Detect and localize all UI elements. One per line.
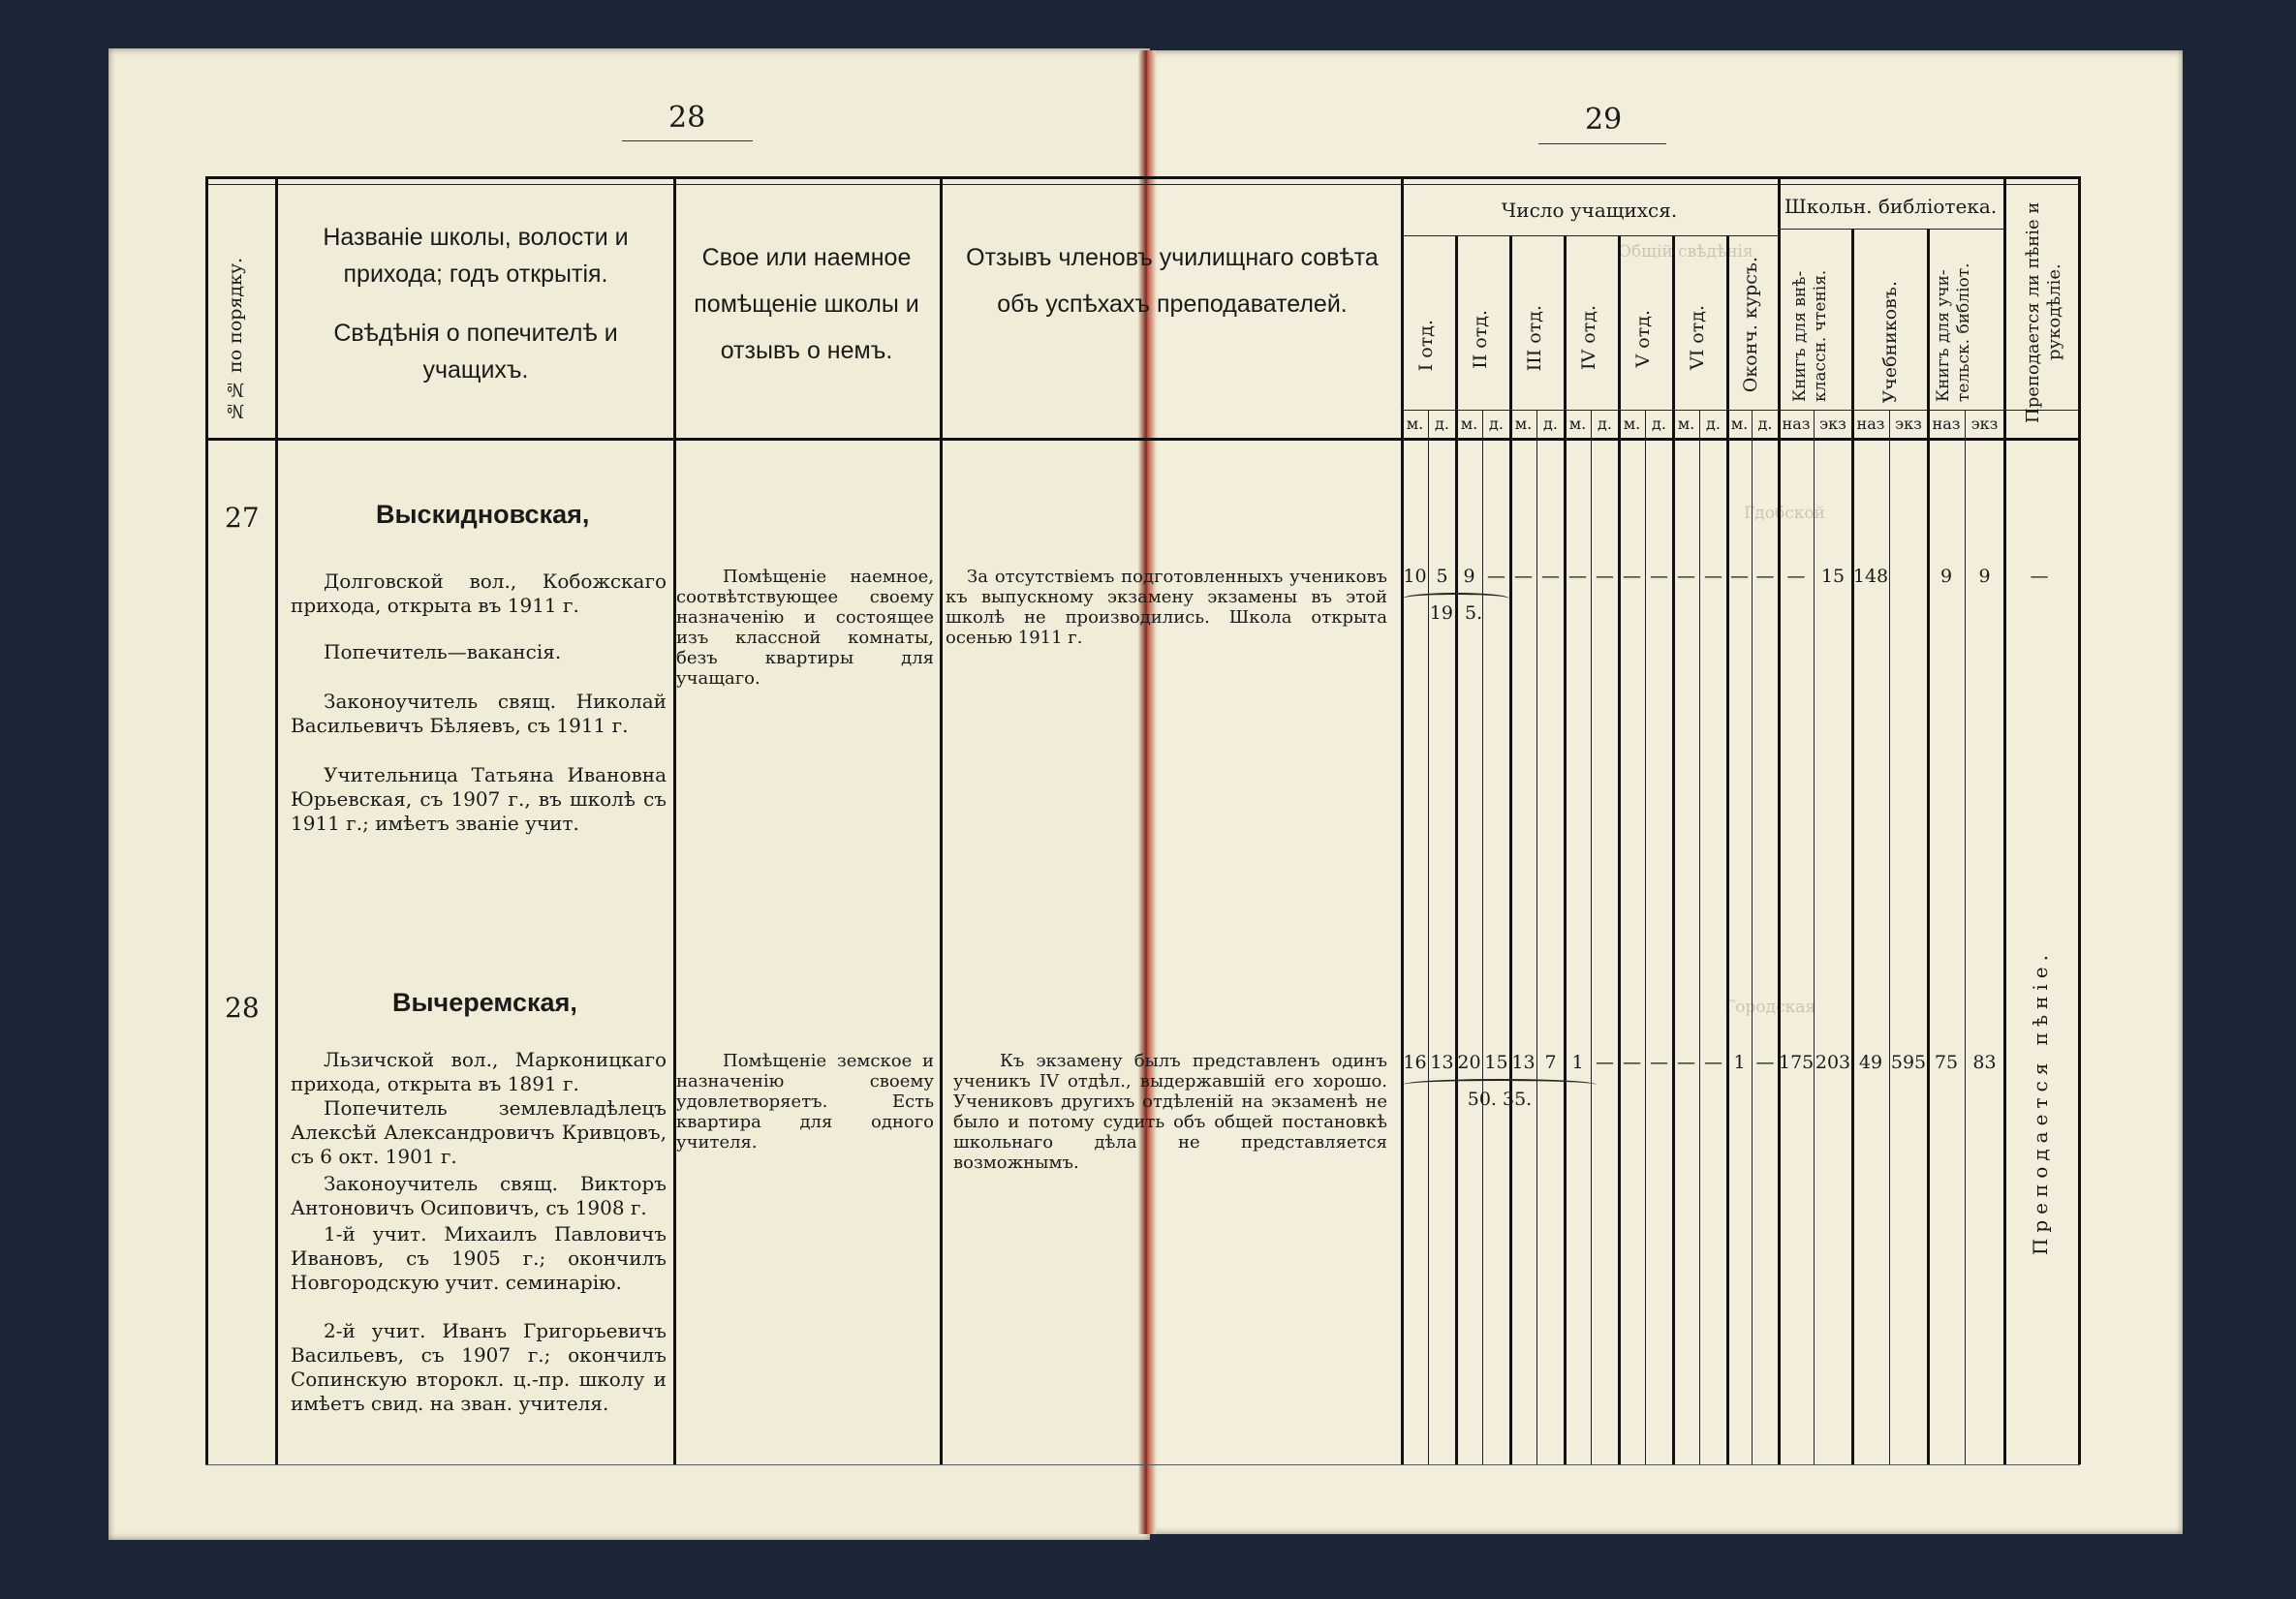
students-iii-girls: 7 [1544,1052,1557,1073]
students-vi-boys: — [1677,1052,1695,1073]
school-catechist: Законоучитель свящ. Викторъ Антоновичъ Осиповичъ, съ 1908 г. [291,1172,667,1219]
header-col-students: Число учащихся. [1501,199,1678,222]
lib-sub-label: экз [1970,415,1999,433]
page-number-left: 28 [668,101,706,135]
library-value: 148 [1852,566,1889,587]
library-value: 203 [1815,1052,1851,1073]
singing-value: Преподается пѣніе. [2029,949,2052,1256]
students-iv-girls: — [1596,1052,1614,1073]
page-number-rule [622,140,753,141]
female-label: д. [1706,415,1721,433]
library-header-rule [1778,229,2003,230]
header-col-council: Отзывъ членовъ училищнаго совѣта объ успѣхахъ преподавателей. [966,244,1379,318]
lib-sub-label: экз [1895,415,1922,433]
students-total: 50. 35. [1467,1089,1533,1110]
bleed-through: Городская [1724,998,1816,1017]
school-trustee: Попечитель землевладѣлецъ Алексѣй Александровичъ Кривцовъ, съ 6 окт. 1901 г. [291,1096,667,1168]
students-grad-boys: 1 [1733,1052,1746,1073]
column-line [205,176,208,1464]
students-vi-girls: — [1704,1052,1722,1073]
class-label: I отд. [1415,320,1437,372]
male-label: м. [1730,415,1749,433]
header-col-name-2: Свѣдѣнія о попечителѣ и учащихъ. [333,320,618,384]
class-label: V отд. [1632,310,1654,368]
school-catechist: Законоучитель свящ. Николай Васильевичъ Бѣляевъ, съ 1911 г. [291,690,667,737]
students-v-girls: — [1650,566,1668,587]
students-vi-girls: — [1704,566,1722,587]
female-label: д. [1757,415,1773,433]
students-grad-girls: — [1755,1052,1775,1073]
lib-sub-label: наз [1932,415,1961,433]
school-teacher-2: 2-й учит. Иванъ Григорьевичъ Васильевъ, съ 1907 г.; окончилъ Сопинскую второкл. ц.-пр. школу и имѣетъ свид. на зван. учителя. [291,1319,667,1415]
students-vi-boys: — [1677,566,1695,587]
lib-sub-label: наз [1782,415,1811,433]
table-top-border-inner [205,184,2080,185]
lib-sub-label: наз [1856,415,1885,433]
class-label: III отд. [1524,305,1545,372]
premises-review: Помѣщеніе наемное, соотвѣтствующее своему назначенію и состоящее изъ классной комнаты, безъ квартиры для учащаго. [676,567,934,689]
school-teacher: Учительница Татьяна Ивановна Юрьевская, съ 1907 г., въ школѣ съ 1911 г.; имѣетъ званіе учит. [291,763,667,835]
council-review: За отсутствіемъ подготовленныхъ учениковъ къ выпускному экзамену экзамены въ этой школѣ не производились. Школа открыта осенью 1911 г. [946,567,1387,648]
library-value: 595 [1890,1052,1927,1073]
students-i-boys: 16 [1403,1052,1427,1073]
students-iv-girls: — [1596,566,1614,587]
students-grad-girls: — [1755,566,1775,587]
students-ii-boys: 9 [1463,566,1475,587]
students-i-girls: 13 [1430,1052,1454,1073]
school-location: Долговской вол., Кобожскаго прихода, открыта въ 1911 г. [291,569,667,617]
class-label: Оконч. курсъ. [1740,257,1761,393]
library-value: 175 [1779,1052,1815,1073]
students-ii-boys: 20 [1457,1052,1481,1073]
council-review: Къ экзамену былъ представленъ одинъ ученикъ IV отдѣл., выдержавшій его хорошо. Учениковъ другихъ отдѣленій на экзаменѣ не было и потому судить объ общей постановкѣ школьнаго дѣла не представляется возможнымъ. [953,1051,1387,1173]
library-label: Учебниковъ. [1879,281,1901,404]
header-col-singing: Преподается ли пѣніе и рукодѣліе. [2023,201,2064,423]
students-grad-boys: — [1730,566,1749,587]
students-iv-boys: — [1568,566,1587,587]
students-iv-boys: 1 [1571,1052,1584,1073]
school-name: Вычеремская, [392,988,577,1017]
class-label: II отд. [1470,310,1491,369]
table-bottom-edge [205,1464,2080,1465]
library-value: — [1786,566,1806,587]
header-col-name-1: Названіе школы, волости и прихода; годъ открытія. [323,224,629,288]
bleed-through: Общій свѣдѣнія [1618,242,1753,261]
bleed-through: Гдобской [1744,504,1825,523]
male-label: м. [1623,415,1641,433]
column-line [1778,176,1781,1464]
premises-review: Помѣщеніе земское и назначенію своему удовлетворяетъ. Есть квартира для одного учителя. [676,1051,934,1153]
row-number: 28 [225,992,260,1024]
library-value: 83 [1972,1052,1997,1073]
female-label: д. [1652,415,1666,433]
md-header-rule [1401,410,2078,411]
female-label: д. [1435,415,1449,433]
school-teacher-1: 1-й учит. Михаилъ Павловичъ Ивановъ, съ 1905 г.; окончилъ Новгородскую учит. семинарію. [291,1222,667,1294]
class-label: IV отд. [1578,305,1599,370]
students-iii-girls: — [1541,566,1560,587]
page-number-right: 29 [1585,103,1623,137]
header-col-library: Школьн. библіотека. [1784,195,1998,218]
lib-sub-label: экз [1819,415,1846,433]
row-number: 27 [225,502,260,534]
male-label: м. [1406,415,1424,433]
sub-column-line [1889,410,1890,1464]
header-col-no: №№ по порядку. [225,257,246,421]
students-v-girls: — [1650,1052,1668,1073]
column-line [2078,176,2081,1464]
column-line [940,176,943,1464]
male-label: м. [1677,415,1695,433]
table-top-border [205,176,2080,179]
male-label: м. [1568,415,1587,433]
school-location: Льзичской вол., Марконицкаго прихода, открыта въ 1891 г. [291,1048,667,1095]
female-label: д. [1489,415,1504,433]
male-label: м. [1460,415,1478,433]
students-v-boys: — [1623,1052,1641,1073]
library-label: Книгъ для учи-тельск. библіот. [1934,262,1973,402]
header-bottom-border [205,438,2080,441]
class-label: VI отд. [1687,305,1708,370]
singing-value: — [2030,566,2049,587]
students-iii-boys: 13 [1511,1052,1536,1073]
library-label: Книгъ для внѣ-классн. чтенія. [1790,269,1830,402]
students-ii-girls: 15 [1484,1052,1508,1073]
header-col-premises: Свое или наемное помѣщеніе школы и отзывъ о немъ. [694,244,919,364]
students-ii-girls: — [1487,566,1505,587]
library-value: 49 [1858,1052,1883,1073]
library-value: 9 [1978,566,1991,587]
female-label: д. [1598,415,1612,433]
students-iii-boys: — [1514,566,1533,587]
library-value: 15 [1820,566,1846,587]
school-trustee: Попечитель—вакансія. [324,640,562,663]
library-value: 9 [1939,566,1953,587]
students-total: 19. 5. [1429,602,1483,624]
column-line [673,176,676,1464]
column-line [275,176,278,1464]
students-i-boys: 10 [1403,566,1427,587]
library-value: 75 [1934,1052,1959,1073]
female-label: д. [1543,415,1558,433]
school-name: Выскидновская, [376,500,590,529]
male-label: м. [1514,415,1533,433]
students-i-girls: 5 [1436,566,1448,587]
page-number-rule [1538,143,1666,144]
students-v-boys: — [1623,566,1641,587]
column-line [1401,176,1404,1464]
column-line [2003,176,2006,1464]
